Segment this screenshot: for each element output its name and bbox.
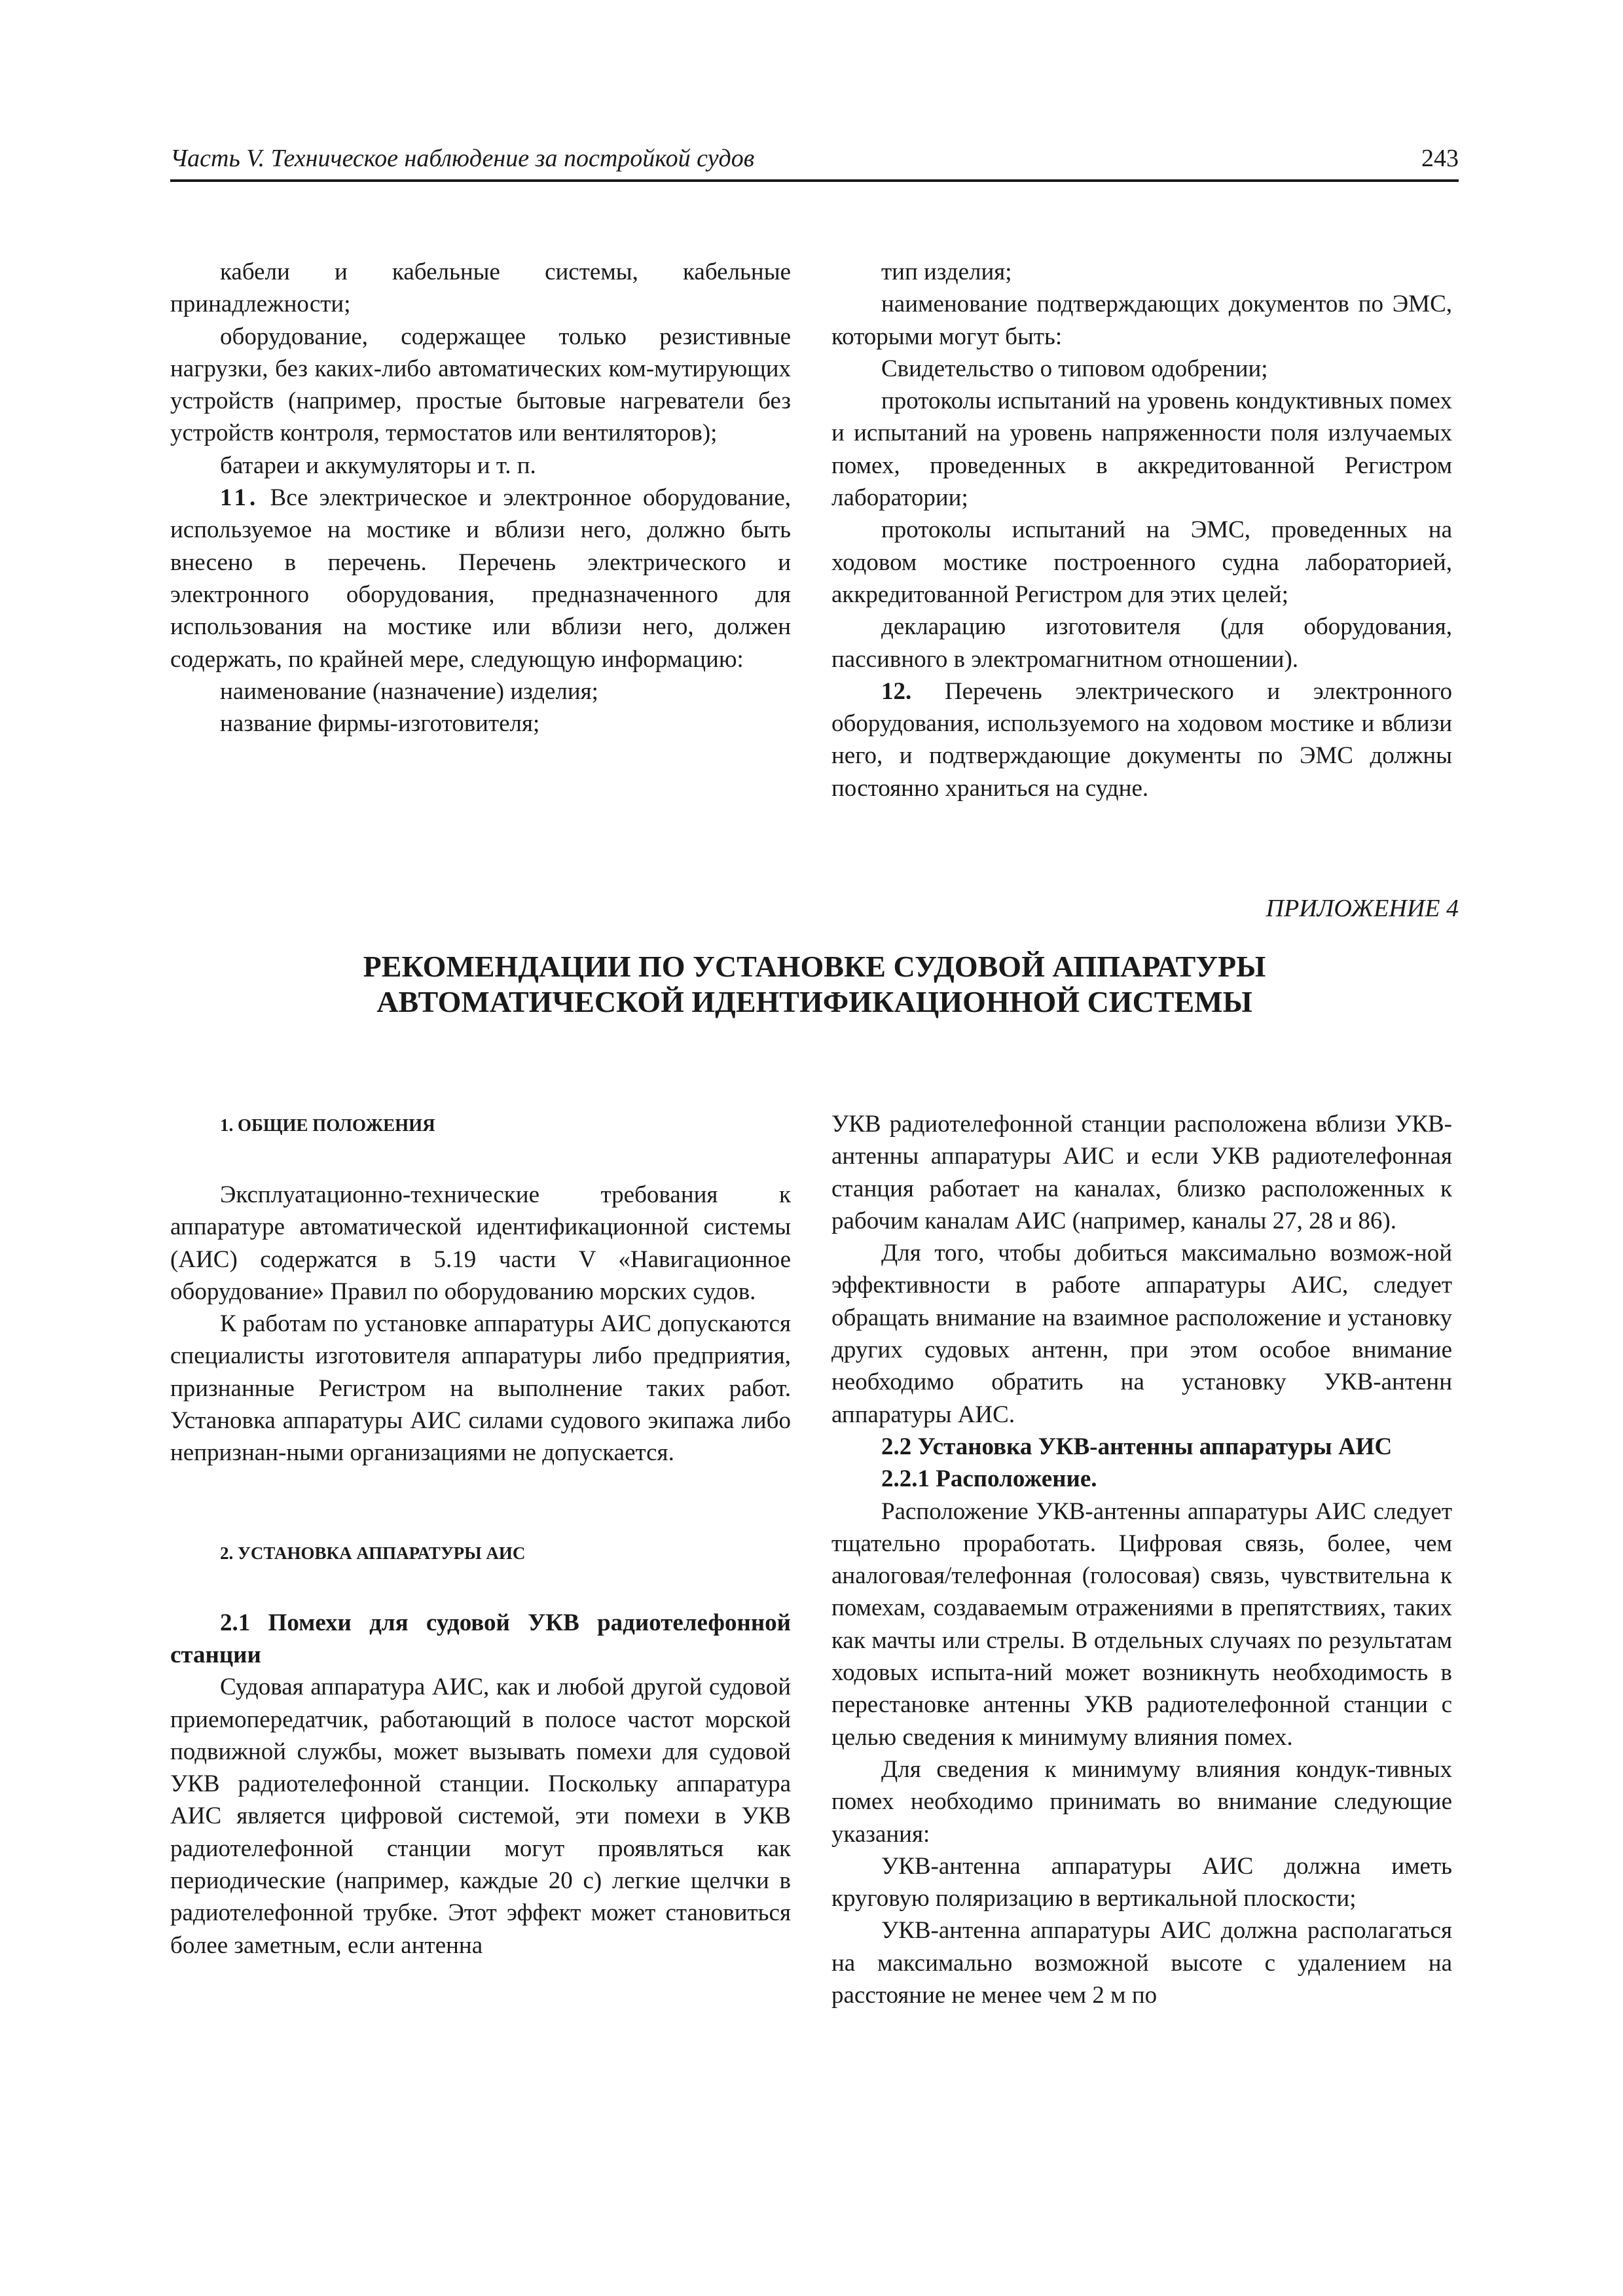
title-line: АВТОМАТИЧЕСКОЙ ИДЕНТИФИКАЦИОННОЙ СИСТЕМЫ	[376, 985, 1252, 1018]
paragraph: Для сведения к минимуму влияния кондук-тивных помех необходимо принимать во внимание следующие указания:	[831, 1755, 1452, 1848]
paragraph: Для того, чтобы добиться максимально возмож-ной эффективности в работе аппаратуры АИС, следует обращать внимание на взаимное расположение и установку других судовых антенн, при этом особое внимание необходимо обратить на установку УКВ-антенн аппаратуры АИС.	[831, 1240, 1452, 1428]
paragraph-12	[831, 675, 1452, 804]
paragraph-11	[170, 482, 791, 675]
appendix-title	[170, 949, 1459, 1020]
paragraph: УКВ-антенна аппаратуры АИС должна располагаться на максимально возможной высоте с удалением на расстояние не менее чем 2 м по	[831, 1917, 1452, 2009]
list-item: название фирмы-изготовителя;	[220, 710, 540, 738]
list-item: оборудование, содержащее только резистивные нагрузки, без каких-либо автоматических ком-мутирующих устройств (например, простые бытовые нагреватели без устройств контроля, термостатов или вентиляторов);	[170, 323, 791, 447]
bottom-left-column	[170, 1108, 791, 1962]
bottom-right-column	[831, 1108, 1452, 2011]
paragraph-number: 12.	[881, 677, 912, 705]
paragraph-number: 11.	[220, 484, 259, 512]
paragraph: УКВ-антенна аппаратуры АИС должна иметь круговую поляризацию в вертикальной плоскости;	[831, 1852, 1452, 1912]
paragraph: Судовая аппаратура АИС, как и любой другой судовой приемопередатчик, работающий в полосе частот морской подвижной службы, может вызывать помехи для судовой УКВ радиотелефонной станции. Поскольку аппаратура АИС является цифровой системой, эти помехи в УКВ радиотелефонной станции могут проявляться как периодические (например, каждые 20 с) легкие щелчки в радиотелефонной трубке. Этот эффект может становиться более заметным, если антенна	[170, 1674, 791, 1959]
list-item: тип изделия;	[881, 259, 1012, 285]
list-item: кабели и кабельные системы, кабельные принадлежности;	[170, 259, 791, 318]
subsection-heading: 2.2.1 Расположение.	[881, 1465, 1097, 1493]
subsection-heading: 2.2 Установка УКВ-антенны аппаратуры АИС	[881, 1433, 1393, 1460]
section-heading: 1. ОБЩИЕ ПОЛОЖЕНИЯ	[220, 1115, 435, 1135]
running-header	[170, 143, 1459, 182]
page-number: 243	[1421, 145, 1459, 172]
list-item: декларацию изготовителя (для оборудования, пассивного в электромагнитном отношении).	[831, 613, 1452, 673]
appendix-label: ПРИЛОЖЕНИЕ 4	[1266, 895, 1459, 922]
list-item: батареи и аккумуляторы и т. п.	[220, 452, 536, 479]
paragraph: Эксплуатационно-технические требования к аппаратуре автоматической идентификационной системы (АИС) содержатся в 5.19 части V «Навигационное оборудование» Правил по оборудованию морских судов.	[170, 1181, 791, 1305]
list-item: Свидетельство о типовом одобрении;	[881, 355, 1268, 382]
paragraph-continuation: УКВ радиотелефонной станции расположена вблизи УКВ-антенны аппаратуры АИС и если УКВ радиотелефонная станция работает на каналах, близко расположенных к рабочим каналам АИС (например, каналы 27, 28 и 86).	[831, 1111, 1452, 1234]
paragraph: Расположение УКВ-антенны аппаратуры АИС следует тщательно проработать. Цифровая связь, более, чем аналоговая/телефонная (голосовая) связь, чувствительна к помехам, создаваемым отражениями в препятствиях, таких как мачты или стрелы. В отдельных случаях по результатам ходовых испыта-ний может возникнуть необходимость в перестановке антенны УКВ радиотелефонной станции с целью сведения к минимуму влияния помех.	[831, 1498, 1452, 1751]
paragraph-text: Все электрическое и электронное оборудование, используемое на мостике и вблизи него, должно быть внесено в перечень. Перечень электрического и электронного оборудования, предназначенного для использования на мостике или вблизи него, должен содержать, по крайней мере, следующую информацию:	[170, 484, 792, 673]
top-left-column	[170, 256, 791, 740]
paragraph: К работам по установке аппаратуры АИС допускаются специалисты изготовителя аппаратуры либо предприятия, признанные Регистром на выполнение таких работ. Установка аппаратуры АИС силами судового экипажа либо непризнан-ными организациями не допускается.	[170, 1310, 791, 1467]
list-item: наименование подтверждающих документов по ЭМС, которыми могут быть:	[831, 291, 1452, 350]
title-line: РЕКОМЕНДАЦИИ ПО УСТАНОВКЕ СУДОВОЙ АППАРАТУРЫ	[363, 950, 1266, 983]
top-right-column	[831, 256, 1452, 804]
list-item: протоколы испытаний на уровень кондуктивных помех и испытаний на уровень напряженности поля излучаемых помех, проведенных в аккредитованной Регистром лаборатории;	[831, 387, 1452, 512]
list-item: наименование (назначение) изделия;	[220, 677, 598, 705]
paragraph-text: Перечень электрического и электронного оборудования, используемого на ходовом мостике и вблизи него, и подтверждающие документы по ЭМС должны постоянно храниться на судне.	[831, 677, 1452, 802]
list-item: протоколы испытаний на ЭМС, проведенных на ходовом мостике построенного судна лабораторией, аккредитованной Регистром для этих целей;	[831, 516, 1452, 608]
subsection-heading: 2.1 Помехи для судовой УКВ радиотелефонной станции	[170, 1609, 791, 1668]
running-title: Часть V. Техническое наблюдение за постройкой судов	[170, 145, 755, 172]
section-heading: 2. УСТАНОВКА АППАРАТУРЫ АИС	[220, 1543, 526, 1563]
